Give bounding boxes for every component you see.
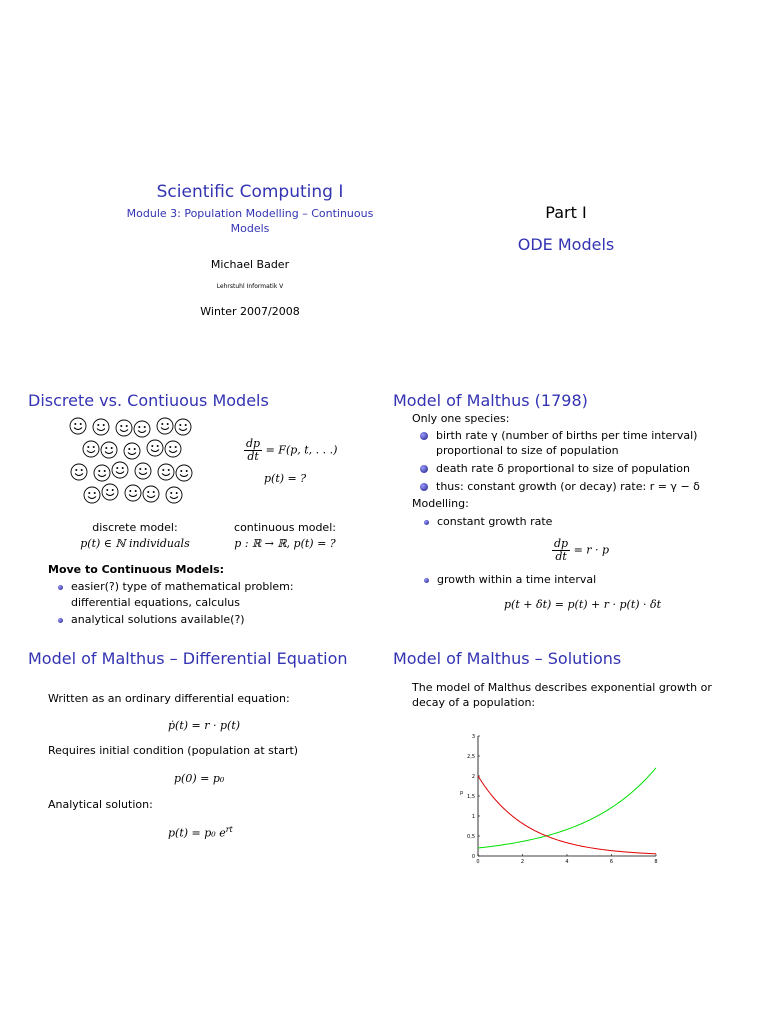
eq-denominator: dt [247, 450, 259, 463]
list-item [420, 479, 700, 495]
bullet-icon [424, 520, 429, 525]
smiley-icon [101, 442, 117, 458]
list-item [424, 572, 596, 588]
y-tick-label: 1 [471, 814, 475, 820]
smiley-icon [175, 419, 191, 435]
smiley-icon [134, 421, 150, 437]
ode-general [244, 438, 337, 463]
bullet-icon [58, 618, 63, 623]
y-axis-label: p [460, 790, 464, 796]
date: Winter 2007/2008 [200, 305, 300, 318]
eq-rhs: = r · p [573, 543, 610, 557]
initial-condition-eq: p(0) = p₀ [174, 772, 225, 785]
list-item [420, 428, 697, 444]
slide-title: Model of Malthus – Solutions [393, 649, 622, 668]
discrete-label: discrete model: [92, 521, 178, 534]
smiley-icon [70, 418, 86, 434]
text-line: Written as an ordinary differential equation: [48, 692, 290, 705]
smiley-icon [71, 464, 87, 480]
solution-base: p(t) = p₀ e [168, 826, 226, 840]
discrete-update-eq: p(t + δt) = p(t) + r · p(t) · δt [504, 598, 662, 611]
smiley-icon [158, 464, 174, 480]
smiley-icon [112, 462, 128, 478]
slide-title: Model of Malthus – Differential Equation [28, 649, 348, 668]
text-line: Requires initial condition (population at start) [48, 744, 299, 757]
list-item-text: growth within a time interval [437, 573, 597, 586]
ode-eq: ṗ(t) = r · p(t) [168, 719, 241, 732]
list-item-text: thus: constant growth (or decay) rate: r = γ − δ [436, 480, 700, 493]
series-line [478, 768, 656, 848]
bullet-icon [58, 585, 63, 590]
part-title: ODE Models [517, 235, 615, 254]
list-item-cont: differential equations, calculus [71, 596, 240, 609]
y-tick-label: 2,5 [467, 754, 475, 760]
text-line: decay of a population: [412, 696, 536, 709]
institute: Lehrstuhl Informatik V [216, 283, 284, 290]
bullet-icon [420, 483, 428, 491]
continuous-label: continuous model: [234, 521, 336, 534]
list-item [420, 461, 690, 477]
smiley-crowd [68, 416, 200, 512]
subtitle-line2: Models [230, 222, 270, 235]
smiley-icon [116, 420, 132, 436]
eq-rhs: = F(p, t, . . .) [265, 443, 338, 457]
list-item-text: constant growth rate [437, 515, 553, 528]
solution-exponent: rt [225, 825, 233, 834]
smiley-icon [135, 463, 151, 479]
x-tick-label: 2 [520, 859, 525, 865]
subtitle-line1: Module 3: Population Modelling – Continuous [126, 207, 374, 220]
move-heading: Move to Continuous Models: [48, 563, 225, 576]
smiley-icon [166, 487, 182, 503]
slide-title: Discrete vs. Contiuous Models [28, 391, 269, 410]
x-tick-label: 4 [565, 859, 569, 865]
y-tick-label: 1,5 [467, 794, 475, 800]
x-tick-label: 0 [476, 859, 480, 865]
smiley-icon [147, 440, 163, 456]
eq-pt: p(t) = ? [264, 472, 307, 485]
modelling-label: Modelling: [412, 497, 469, 510]
continuous-expr: p : ℝ → ℝ, p(t) = ? [234, 537, 336, 550]
list-item [58, 579, 294, 595]
list-item-text: death rate δ proportional to size of population [436, 462, 690, 475]
bullet-icon [420, 432, 428, 440]
list-item-text: easier(?) type of mathematical problem: [71, 580, 294, 593]
list-item-text: analytical solutions available(?) [71, 613, 245, 626]
eq-denominator: dt [555, 550, 567, 563]
y-tick-label: 0 [471, 854, 475, 860]
smiley-icon [124, 443, 140, 459]
smiley-icon [93, 419, 109, 435]
eq-numerator: dp [246, 437, 261, 450]
list-item-text: birth rate γ (number of births per time interval) [436, 429, 698, 442]
bullet-icon [420, 465, 428, 473]
smiley-icon [176, 465, 192, 481]
list-item [424, 514, 552, 530]
x-tick-label: 8 [654, 859, 658, 865]
slide-title: Model of Malthus (1798) [393, 391, 588, 410]
smiley-icon [94, 465, 110, 481]
eq-numerator: dp [554, 537, 569, 550]
smiley-icon [83, 441, 99, 457]
text-line: Analytical solution: [48, 798, 153, 811]
y-tick-label: 0,5 [467, 834, 475, 840]
smiley-icon [125, 485, 141, 501]
smiley-icon [157, 418, 173, 434]
part-label: Part I [545, 203, 587, 222]
author: Michael Bader [210, 258, 290, 271]
discrete-expr: p(t) ∈ ℕ individuals [80, 537, 190, 550]
slide-title: Scientific Computing I [156, 182, 344, 202]
solution-eq [168, 825, 233, 840]
smiley-icon [102, 484, 118, 500]
intro-text: Only one species: [412, 412, 510, 425]
list-item [58, 612, 245, 628]
ode-malthus [552, 538, 609, 563]
y-tick-label: 2 [471, 774, 475, 780]
bullet-icon [424, 578, 429, 583]
smiley-icon [143, 486, 159, 502]
text-line: The model of Malthus describes exponential growth or [412, 681, 712, 694]
list-item-cont: proportional to size of population [436, 444, 619, 457]
smiley-icon [84, 487, 100, 503]
x-tick-label: 6 [609, 859, 614, 865]
series-line [478, 776, 656, 854]
smiley-icon [165, 441, 181, 457]
y-tick-label: 3 [471, 734, 475, 740]
malthus-solutions-chart [450, 728, 666, 870]
